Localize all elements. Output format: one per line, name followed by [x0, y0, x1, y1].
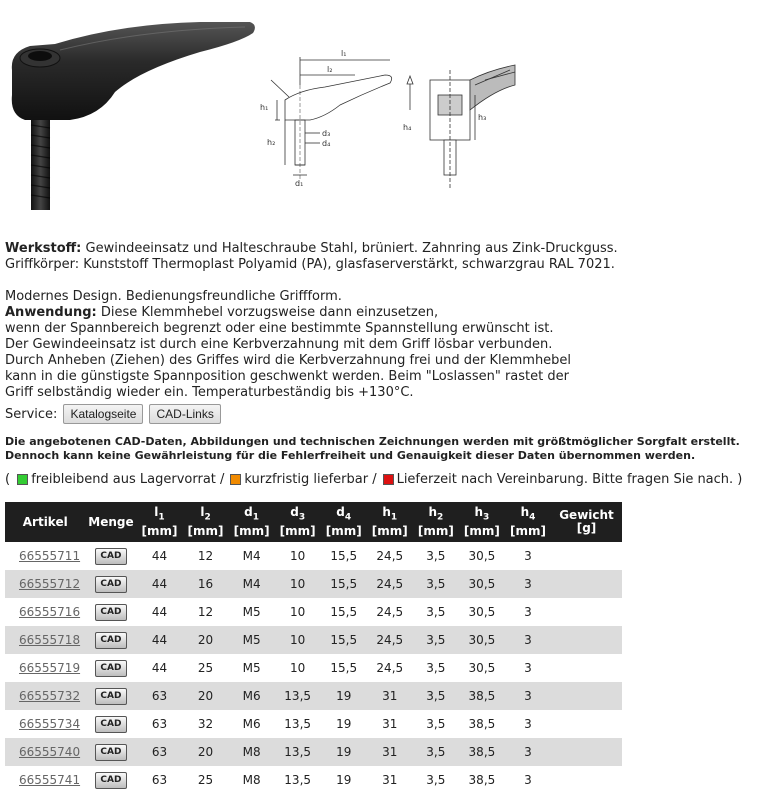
anwendung-line-2: wenn der Spannbereich begrenzt oder eine bestimmte Spannstellung erwünscht ist. [5, 321, 554, 336]
design-text: Modernes Design. Bedienungsfreundliche Griffform. [5, 289, 342, 304]
table-cell: 31 [367, 682, 413, 710]
product-images [0, 0, 767, 225]
table-cell: 31 [382, 717, 398, 731]
table-cell: 24,5 [367, 626, 413, 654]
table-cell: 19 [336, 773, 352, 787]
table-cell: 24,5 [376, 605, 404, 619]
cad-button[interactable]: CAD [95, 632, 127, 649]
column-header: $h_1$ [mm] [367, 502, 413, 542]
table-cell: 44 [151, 549, 168, 563]
column-header: $d_1$ [mm] [229, 502, 275, 542]
table-cell [551, 710, 622, 738]
article-cell [5, 710, 85, 738]
table-cell: 38,5 [459, 738, 505, 766]
table-cell: 3 [524, 605, 532, 619]
article-link[interactable]: 66555732 [19, 689, 81, 703]
column-header: $h_4$ [mm] [505, 502, 551, 542]
table-cell: M5 [242, 661, 261, 675]
table-cell [551, 682, 622, 710]
table-cell: 10 [275, 626, 321, 654]
table-cell: 10 [290, 661, 306, 675]
table-cell [551, 570, 622, 598]
legend-green-text: freibleibend aus Lagervorrat / [31, 472, 225, 487]
table-cell: 19 [321, 738, 367, 766]
table-cell: 30,5 [459, 626, 505, 654]
menge-cell [85, 738, 136, 766]
table-cell: 10 [290, 549, 306, 563]
green-square-icon [17, 474, 28, 485]
cad-button[interactable]: CAD [95, 548, 127, 565]
cad-button[interactable]: CAD [95, 688, 127, 705]
table-body [5, 542, 622, 794]
label-h2: h₂ [267, 138, 276, 147]
article-cell [5, 654, 85, 682]
table-row [5, 598, 622, 626]
menge-cell [85, 766, 136, 794]
cad-button[interactable]: CAD [95, 772, 127, 789]
table-cell: 13,5 [284, 773, 312, 787]
table-cell: M8 [242, 773, 261, 787]
column-header: $d_3$ [mm] [275, 502, 321, 542]
table-cell: 38,5 [468, 717, 496, 731]
label-d4: d₄ [322, 139, 331, 148]
table-cell: 63 [151, 717, 168, 731]
article-table [5, 502, 622, 794]
article-link[interactable]: 66555734 [19, 717, 81, 731]
table-cell: 20 [183, 682, 229, 710]
table-cell: 24,5 [376, 549, 404, 563]
menge-cell [85, 570, 136, 598]
technical-drawing-section [400, 50, 520, 200]
menge-cell [85, 710, 136, 738]
anwendung-line-3: Der Gewindeeinsatz ist durch eine Kerbverzahnung mit dem Griff lösbar verbunden. [5, 337, 553, 352]
table-cell: 25 [197, 773, 214, 787]
anwendung-line-4: Durch Anheben (Ziehen) des Griffes wird die Kerbverzahnung frei und der Klemmhebel [5, 353, 572, 368]
anwendung-line-1: Diese Klemmhebel vorzugsweise dann einzusetzen, [96, 305, 439, 320]
cad-button[interactable]: CAD [95, 576, 127, 593]
label-l1: l₁ [341, 49, 347, 58]
cad-links-button[interactable]: CAD-Links [149, 404, 220, 424]
table-cell: 3,5 [426, 661, 446, 675]
table-cell: M4 [229, 570, 275, 598]
menge-cell [85, 682, 136, 710]
table-cell: 15,5 [330, 661, 358, 675]
table-cell: 12 [197, 605, 214, 619]
table-row [5, 766, 622, 794]
table-cell: M6 [242, 717, 261, 731]
article-cell [5, 738, 85, 766]
technical-drawing-side [255, 45, 410, 220]
table-cell: 31 [382, 773, 398, 787]
article-link[interactable]: 66555719 [19, 661, 81, 675]
table-cell: M6 [229, 682, 275, 710]
article-cell [5, 542, 85, 570]
service-bar [5, 402, 221, 426]
article-link[interactable]: 66555741 [19, 773, 81, 787]
table-cell: 3,5 [413, 570, 459, 598]
table-cell [551, 766, 622, 794]
table-cell: 3 [524, 661, 532, 675]
werkstoff-label: Werkstoff: [5, 241, 82, 256]
table-row [5, 710, 622, 738]
table-row [5, 654, 622, 682]
griff-text: Griffkörper: Kunststoff Thermoplast Polyamid (PA), glasfaserverstärkt, schwarzgrau RAL 7021. [5, 257, 615, 272]
table-cell: 25 [197, 661, 214, 675]
table-cell: M5 [229, 626, 275, 654]
table-cell: 15,5 [321, 626, 367, 654]
cad-button[interactable]: CAD [95, 716, 127, 733]
table-cell: 3,5 [426, 717, 446, 731]
table-cell: 44 [151, 661, 168, 675]
table-cell: 15,5 [330, 605, 358, 619]
red-square-icon [383, 474, 394, 485]
menge-cell [85, 598, 136, 626]
table-cell: 32 [197, 717, 214, 731]
column-header: $l_1$ [mm] [136, 502, 182, 542]
cad-button[interactable]: CAD [95, 744, 127, 761]
legend-orange-text: kurzfristig lieferbar / [244, 472, 377, 487]
cad-button[interactable]: CAD [95, 604, 127, 621]
table-header-row [5, 502, 622, 542]
table-cell: 12 [197, 549, 214, 563]
disclaimer-line-2: Dennoch kann keine Gewährleistung für die Fehlerfreiheit und Genauigkeit dieser Daten übernommen werden. [5, 449, 696, 462]
column-header: Artikel [5, 502, 85, 542]
table-cell: 38,5 [459, 682, 505, 710]
table-cell [551, 542, 622, 570]
table-row [5, 682, 622, 710]
table-cell: 13,5 [275, 682, 321, 710]
table-cell: 3,5 [413, 738, 459, 766]
article-link[interactable]: 66555718 [19, 633, 81, 647]
table-row [5, 626, 622, 654]
table-cell [551, 626, 622, 654]
table-cell: 13,5 [284, 717, 312, 731]
table-cell: 15,5 [321, 570, 367, 598]
table-cell: 63 [136, 682, 182, 710]
menge-cell [85, 654, 136, 682]
article-cell [5, 570, 85, 598]
table-cell: 15,5 [330, 549, 358, 563]
table-cell: 3 [505, 738, 551, 766]
table-cell: 19 [336, 717, 352, 731]
table-cell: 3,5 [413, 626, 459, 654]
table-cell: 3 [524, 549, 532, 563]
table-cell: 31 [367, 738, 413, 766]
application-description [5, 289, 762, 401]
table-row [5, 542, 622, 570]
table-cell [551, 738, 622, 766]
table-cell: 38,5 [468, 773, 496, 787]
material-description [5, 241, 762, 273]
table-cell: 44 [136, 570, 182, 598]
katalogseite-button[interactable]: Katalogseite [63, 404, 143, 424]
table-cell: 30,5 [468, 661, 496, 675]
disclaimer-line-1: Die angebotenen CAD-Daten, Abbildungen und technischen Zeichnungen werden mit größtmöglicher Sorgfalt erstellt. [5, 435, 740, 448]
table-cell: 3,5 [426, 549, 446, 563]
label-h1: h₁ [260, 103, 269, 112]
orange-square-icon [230, 474, 241, 485]
table-cell [551, 654, 622, 682]
table-cell: 3,5 [426, 605, 446, 619]
label-d1: d₁ [295, 179, 304, 188]
label-l2: l₂ [327, 65, 333, 74]
table-cell: 20 [183, 626, 229, 654]
article-link[interactable]: 66555711 [19, 549, 81, 563]
label-h3: h₃ [478, 113, 487, 122]
anwendung-label: Anwendung: [5, 305, 97, 320]
article-cell [5, 598, 85, 626]
legend-open: ( [5, 472, 15, 487]
table-cell: 10 [290, 605, 306, 619]
table-cell: 3,5 [426, 773, 446, 787]
table-cell: 3,5 [413, 682, 459, 710]
column-header: $d_4$ [mm] [321, 502, 367, 542]
table-row [5, 570, 622, 598]
availability-legend [5, 472, 742, 487]
table-cell: 3 [505, 570, 551, 598]
menge-cell [85, 626, 136, 654]
product-photo [0, 0, 255, 215]
table-cell: 44 [151, 605, 168, 619]
table-cell: 10 [275, 570, 321, 598]
table-cell: M5 [242, 605, 261, 619]
cad-disclaimer [5, 435, 740, 463]
table-cell: 13,5 [275, 738, 321, 766]
table-cell: 63 [151, 773, 168, 787]
article-cell [5, 626, 85, 654]
column-header: $h_3$ [mm] [459, 502, 505, 542]
column-header: $h_2$ [mm] [413, 502, 459, 542]
table-cell: 63 [136, 738, 182, 766]
label-d3: d₃ [322, 129, 331, 138]
article-cell [5, 766, 85, 794]
table-cell: 30,5 [468, 549, 496, 563]
menge-cell [85, 542, 136, 570]
table-row [5, 738, 622, 766]
table-cell: 3 [524, 773, 532, 787]
column-header: Menge [85, 502, 136, 542]
anwendung-line-5: kann in die günstigste Spannposition geschwenkt werden. Beim "Loslassen" rastet der [5, 369, 569, 384]
table-cell: 16 [183, 570, 229, 598]
table-cell: 24,5 [376, 661, 404, 675]
article-cell [5, 682, 85, 710]
column-header: $l_2$ [mm] [183, 502, 229, 542]
table-cell: 19 [321, 682, 367, 710]
article-link[interactable]: 66555712 [19, 577, 81, 591]
anwendung-line-6: Griff selbständig wieder ein. Temperaturbeständig bis +130°C. [5, 385, 414, 400]
table-cell [551, 598, 622, 626]
column-header: Gewicht [g] [551, 502, 622, 542]
table-cell: 30,5 [468, 605, 496, 619]
table-cell: 3 [524, 717, 532, 731]
table-cell: M8 [229, 738, 275, 766]
table-cell: 20 [183, 738, 229, 766]
article-link[interactable]: 66555740 [19, 745, 81, 759]
article-link[interactable]: 66555716 [19, 605, 81, 619]
legend-red-text: Lieferzeit nach Vereinbarung. Bitte fragen Sie nach. ) [396, 472, 743, 487]
table-cell: 3 [505, 626, 551, 654]
table-cell: 24,5 [367, 570, 413, 598]
table-cell: 30,5 [459, 570, 505, 598]
table-cell: 44 [136, 626, 182, 654]
cad-button[interactable]: CAD [95, 660, 127, 677]
table-cell: 3 [505, 682, 551, 710]
label-h4: h₄ [403, 123, 412, 132]
table-cell: M4 [242, 549, 261, 563]
werkstoff-text: Gewindeeinsatz und Halteschraube Stahl, brüniert. Zahnring aus Zink-Druckguss. [81, 241, 618, 256]
service-label: Service: [5, 406, 58, 422]
